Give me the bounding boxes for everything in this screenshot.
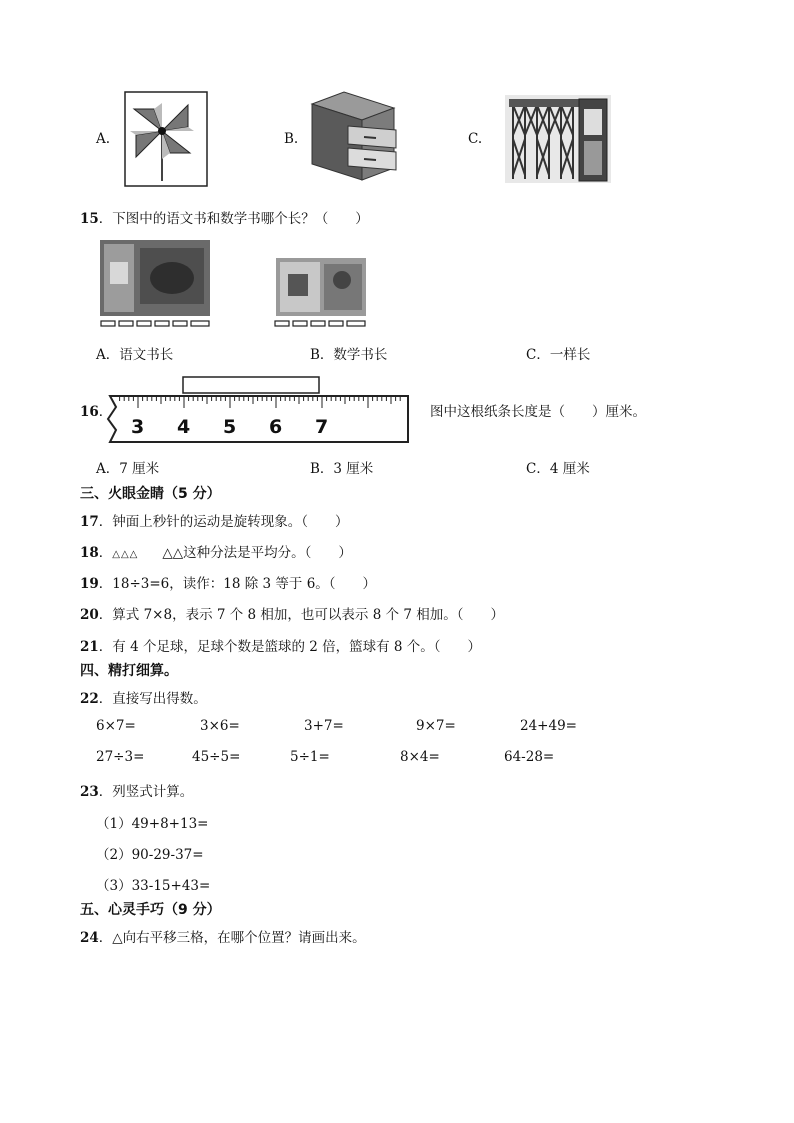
q15-option-c: C．一样长 xyxy=(526,347,591,363)
q24-number: 24 xyxy=(80,930,99,946)
q16-text: 图中这根纸条长度是（ ）厘米。 xyxy=(430,404,646,420)
q23-text: 列竖式计算。 xyxy=(112,784,194,800)
q16-option-b: B．3 厘米 xyxy=(310,461,374,477)
ruler-tick-7: 7 xyxy=(315,416,329,438)
q23: 23．列竖式计算。 xyxy=(80,784,194,800)
q19: 19．18÷3=6，读作：18 除 3 等于 6。（ ） xyxy=(80,576,377,592)
q16-number: 16 xyxy=(80,404,99,420)
q23-item-3: （3）33-15+43= xyxy=(96,878,211,894)
drawer-cabinet-icon xyxy=(308,90,398,182)
section4-title: 四、精打细算。 xyxy=(80,663,178,679)
q15-option-a: A．语文书长 xyxy=(96,347,174,363)
paper-strip xyxy=(183,377,319,393)
q23-item-1: （1）49+8+13= xyxy=(96,816,209,832)
q23-number: 23 xyxy=(80,784,99,800)
ruler-svg xyxy=(106,374,412,446)
q14-option-c-label: C. xyxy=(468,131,483,147)
q15-number: 15 xyxy=(80,211,99,227)
q22-r2-c4: 8×4= xyxy=(400,749,440,765)
q16-number-wrap: 16． xyxy=(80,404,113,420)
q23-item-2: （2）90-29-37= xyxy=(96,847,204,863)
q18-triangles-group1: △△△ xyxy=(112,549,139,560)
retractable-gate-icon xyxy=(505,95,611,183)
q16-option-a: A．7 厘米 xyxy=(96,461,160,477)
pinwheel-icon xyxy=(124,91,208,187)
q22-r1-c4: 9×7= xyxy=(416,718,456,734)
chinese-book-image xyxy=(100,238,210,328)
q14-option-a-label: A. xyxy=(96,131,111,147)
q19-number: 19 xyxy=(80,576,99,592)
q19-text: 18÷3=6，读作：18 除 3 等于 6。（ ） xyxy=(112,576,377,592)
q17-number: 17 xyxy=(80,514,99,530)
q22-r2-c5: 64-28= xyxy=(504,749,555,765)
q22-number: 22 xyxy=(80,691,99,707)
q24: 24．△向右平移三格，在哪个位置？请画出来。 xyxy=(80,930,366,946)
ruler-tick-5: 5 xyxy=(223,416,237,438)
q22-text: 直接写出得数。 xyxy=(112,691,207,707)
ruler-tick-3: 3 xyxy=(131,416,145,438)
q15-text: 下图中的语文书和数学书哪个长？（ ） xyxy=(112,211,369,227)
q21-number: 21 xyxy=(80,639,99,655)
q20-number: 20 xyxy=(80,607,99,623)
q24-text: △向右平移三格，在哪个位置？请画出来。 xyxy=(112,930,366,946)
ruler-tick-6: 6 xyxy=(269,416,283,438)
ruler-tick-4: 4 xyxy=(177,416,191,438)
q21: 21．有 4 个足球，足球个数是篮球的 2 倍，篮球有 8 个。（ ） xyxy=(80,639,482,655)
q22: 22．直接写出得数。 xyxy=(80,691,207,707)
q17: 17．钟面上秒针的运动是旋转现象。（ ） xyxy=(80,514,349,530)
q17-text: 钟面上秒针的运动是旋转现象。（ ） xyxy=(112,514,349,530)
q20-text: 算式 7×8，表示 7 个 8 相加，也可以表示 8 个 7 相加。（ ） xyxy=(112,607,505,623)
q22-r2-c3: 5÷1= xyxy=(290,749,330,765)
q22-r2-c1: 27÷3= xyxy=(96,749,145,765)
q15-question: 15．下图中的语文书和数学书哪个长？（ ） xyxy=(80,211,369,227)
q18-text: △△这种分法是平均分。（ ） xyxy=(162,545,352,561)
q16-option-c: C．4 厘米 xyxy=(526,461,590,477)
q22-r1-c1: 6×7= xyxy=(96,718,136,734)
q22-r1-c2: 3×6= xyxy=(200,718,240,734)
math-book-image xyxy=(274,256,368,328)
q15-option-b: B．数学书长 xyxy=(310,347,388,363)
q18: 18．△△△ △△这种分法是平均分。（ ） xyxy=(80,545,352,561)
q22-r2-c2: 45÷5= xyxy=(192,749,241,765)
q21-text: 有 4 个足球，足球个数是篮球的 2 倍，篮球有 8 个。（ ） xyxy=(112,639,482,655)
ruler-image xyxy=(106,374,412,446)
q14-option-b-label: B. xyxy=(284,131,299,147)
q22-r1-c5: 24+49= xyxy=(520,718,577,734)
q22-r1-c3: 3+7= xyxy=(304,718,344,734)
q18-number: 18 xyxy=(80,545,99,561)
section5-title: 五、心灵手巧（9 分） xyxy=(80,902,221,918)
ruler-body xyxy=(108,396,408,442)
q20: 20．算式 7×8，表示 7 个 8 相加，也可以表示 8 个 7 相加。（ ） xyxy=(80,607,505,623)
section3-title: 三、火眼金睛（5 分） xyxy=(80,486,221,502)
